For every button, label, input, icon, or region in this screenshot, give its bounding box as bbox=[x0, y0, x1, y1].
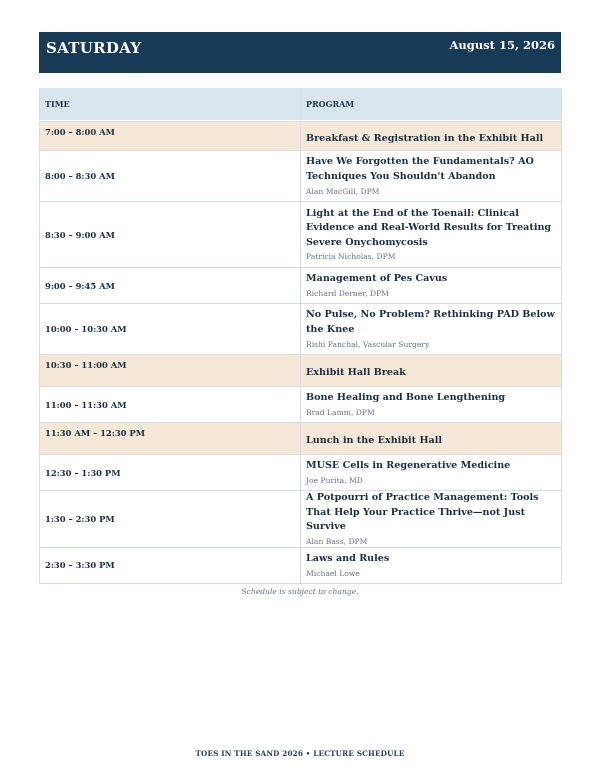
table-header-row bbox=[40, 88, 562, 120]
session-title: Have We Forgotten the Fundamentals? AO Techniques You Shouldn't Abandon bbox=[306, 156, 534, 182]
session-time: 2:30 – 3:30 PM bbox=[40, 547, 301, 583]
session-speaker: Alan MacGill, DPM bbox=[306, 186, 380, 196]
table-row-highlight bbox=[40, 355, 562, 387]
session-program bbox=[301, 304, 562, 355]
session-title: Light at the End of the Toenail: Clinical Evidence and Real-World Results for Treating Severe Onychomycosis bbox=[306, 207, 552, 248]
session-speaker: Michael Lowe bbox=[306, 568, 360, 578]
table-row-highlight bbox=[40, 423, 562, 455]
table-row bbox=[40, 202, 562, 268]
session-program bbox=[301, 423, 562, 455]
session-time: 8:00 – 8:30 AM bbox=[40, 151, 301, 202]
table-row bbox=[40, 304, 562, 355]
schedule-table bbox=[39, 88, 562, 584]
session-title: A Potpourri of Practice Management: Tools That Help Your Practice Thrive—not Just Survive bbox=[306, 492, 539, 533]
table-row-highlight bbox=[40, 122, 562, 151]
schedule-note: Schedule is subject to change. bbox=[241, 587, 359, 596]
session-program bbox=[301, 355, 562, 387]
session-title: Laws and Rules bbox=[306, 552, 390, 564]
session-title: No Pulse, No Problem? Rethinking PAD Below the Knee bbox=[306, 309, 555, 335]
time-column-header: TIME bbox=[40, 88, 301, 120]
session-time: 11:00 – 11:30 AM bbox=[40, 387, 301, 423]
session-speaker: Alan Bass, DPM bbox=[306, 536, 368, 546]
session-speaker: Richard Derner, DPM bbox=[306, 288, 389, 298]
session-program bbox=[301, 491, 562, 548]
session-time: 12:30 – 1:30 PM bbox=[40, 455, 301, 491]
session-time: 9:00 – 9:45 AM bbox=[40, 268, 301, 304]
session-title: Bone Healing and Bone Lengthening bbox=[306, 392, 506, 404]
session-title: Exhibit Hall Break bbox=[306, 367, 406, 379]
session-time: 10:00 – 10:30 AM bbox=[40, 304, 301, 355]
page-header bbox=[39, 32, 561, 73]
session-program bbox=[301, 202, 562, 268]
session-time: 8:30 – 9:00 AM bbox=[40, 202, 301, 268]
session-program bbox=[301, 387, 562, 423]
session-time: 7:00 – 8:00 AM bbox=[40, 122, 301, 151]
page-footer: TOES IN THE SAND 2026 • LECTURE SCHEDULE bbox=[195, 749, 405, 758]
session-program bbox=[301, 122, 562, 151]
session-speaker: Patricia Nicholas, DPM bbox=[306, 252, 396, 262]
date-label: August 15, 2026 bbox=[449, 38, 555, 52]
session-time: 1:30 – 2:30 PM bbox=[40, 491, 301, 548]
table-row bbox=[40, 547, 562, 583]
session-program bbox=[301, 547, 562, 583]
session-program bbox=[301, 455, 562, 491]
session-speaker: Brad Lamm, DPM bbox=[306, 407, 375, 417]
table-row bbox=[40, 387, 562, 423]
table-row bbox=[40, 491, 562, 548]
program-column-header: PROGRAM bbox=[301, 88, 562, 120]
table-row bbox=[40, 151, 562, 202]
session-time: 10:30 – 11:00 AM bbox=[40, 355, 301, 387]
session-speaker: Joe Purita, MD bbox=[306, 475, 363, 485]
session-time: 11:30 AM – 12:30 PM bbox=[40, 423, 301, 455]
session-program bbox=[301, 268, 562, 304]
session-title: MUSE Cells in Regenerative Medicine bbox=[306, 460, 511, 472]
day-title: SATURDAY bbox=[46, 39, 142, 57]
table-row bbox=[40, 455, 562, 491]
table-row bbox=[40, 268, 562, 304]
session-program bbox=[301, 151, 562, 202]
session-title: Breakfast & Registration in the Exhibit Hall bbox=[306, 132, 544, 144]
session-title: Management of Pes Cavus bbox=[306, 273, 448, 285]
session-speaker: Rishi Panchal, Vascular Surgery bbox=[306, 339, 430, 349]
session-title: Lunch in the Exhibit Hall bbox=[306, 435, 443, 447]
